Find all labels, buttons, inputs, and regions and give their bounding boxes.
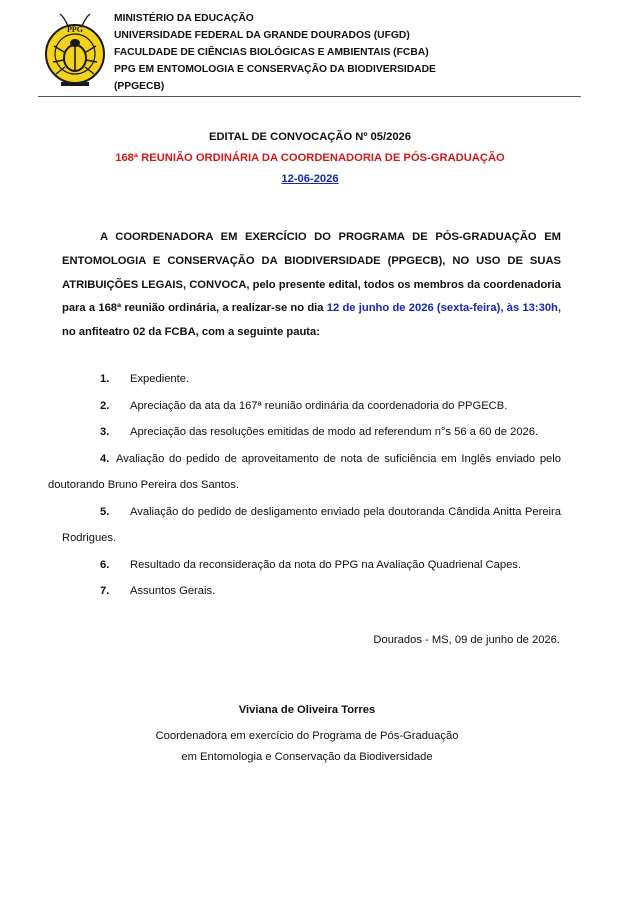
- meeting-title: 168ª REUNIÃO ORDINÁRIA DA COORDENADORIA DE PÓS-GRADUAÇÃO: [115, 152, 505, 164]
- convocation-paragraph: [62, 226, 561, 345]
- agenda-item-text: Avaliação do pedido de aproveitamento de nota de suficiência em Inglês enviado pelo doutorando Bruno Pereira dos Santos.: [48, 452, 561, 491]
- agenda-item: [62, 393, 561, 420]
- agenda-item: [62, 366, 561, 393]
- header-divider: [38, 96, 581, 97]
- agenda-item: [48, 446, 561, 499]
- agenda-item-text: Apreciação das resoluções emitidas de modo ad referendum n°s 56 a 60 de 2026.: [130, 426, 539, 438]
- header-line-faculty: FACULDADE DE CIÊNCIAS BIOLÓGICAS E AMBIENTAIS (FCBA): [114, 47, 429, 58]
- agenda-item: [62, 552, 561, 579]
- meeting-datetime: 12 de junho de 2026 (sexta-feira), às 13:30h,: [326, 302, 561, 315]
- signatory-role-line1: Coordenadora em exercício do Programa de Pós-Graduação: [155, 730, 459, 742]
- header-line-program: PPG EM ENTOMOLOGIA E CONSERVAÇÃO DA BIODIVERSIDADE: [114, 64, 436, 75]
- agenda-item-number: 5.: [100, 505, 110, 518]
- agenda-item-text: Resultado da reconsideração da nota do PPG na Avaliação Quadrienal Capes.: [130, 558, 521, 571]
- agenda-item-number: 1.: [100, 373, 110, 385]
- institution-header: [114, 10, 436, 95]
- agenda-list: [48, 366, 561, 605]
- agenda-item-text: Expediente.: [130, 373, 190, 385]
- agenda-item-number: 6.: [100, 558, 110, 571]
- header-line-university: UNIVERSIDADE FEDERAL DA GRANDE DOURADOS (UFGD): [114, 30, 410, 41]
- document-titles: [0, 127, 620, 190]
- agenda-item-text: Avaliação do pedido de desligamento enviado pela doutoranda Cândida Anitta Pereira Rodrigues.: [62, 505, 561, 544]
- ppg-logo: [44, 12, 106, 92]
- agenda-item-number: 2.: [100, 399, 110, 412]
- agenda-item: [62, 578, 561, 605]
- agenda-item: [62, 419, 561, 446]
- agenda-item-number: 4.: [100, 452, 110, 465]
- agenda-item-text: Assuntos Gerais.: [130, 585, 216, 597]
- intro-text-part2: no anfiteatro 02 da FCBA, com a seguinte pauta:: [62, 326, 320, 339]
- agenda-item: [62, 499, 561, 552]
- signatory-name: Viviana de Oliveira Torres: [238, 704, 376, 716]
- edital-title: EDITAL DE CONVOCAÇÃO Nº 05/2026: [209, 131, 411, 143]
- logo-text: PPG: [67, 25, 83, 34]
- meeting-date-title: 12-06-2026: [281, 173, 339, 185]
- header-line-ministry: MINISTÉRIO DA EDUCAÇÃO: [114, 13, 254, 24]
- place-date: Dourados - MS, 09 de junho de 2026.: [373, 634, 560, 646]
- signature-block: [0, 700, 614, 768]
- intro-text-part1: A COORDENADORA EM EXERCÍCIO DO PROGRAMA DE PÓS-GRADUAÇÃO EM ENTOMOLOGIA E CONSERVAÇÃO DA BIODIVERSIDADE (PPGECB), NO USO DE SUAS ATRIBUIÇÕES LEGAIS, CONVOCA, pelo presente edital, todos os membros da coordenadoria para a 168ª reunião ordinária, a realizar-se no dia: [62, 231, 561, 315]
- signatory-role-line2: em Entomologia e Conservação da Biodiversidade: [181, 751, 433, 763]
- agenda-item-number: 7.: [100, 585, 110, 597]
- agenda-item-text: Apreciação da ata da 167ª reunião ordinária da coordenadoria do PPGECB.: [130, 399, 508, 412]
- header-line-acronym: (PPGECB): [114, 81, 165, 92]
- agenda-item-number: 3.: [100, 426, 110, 438]
